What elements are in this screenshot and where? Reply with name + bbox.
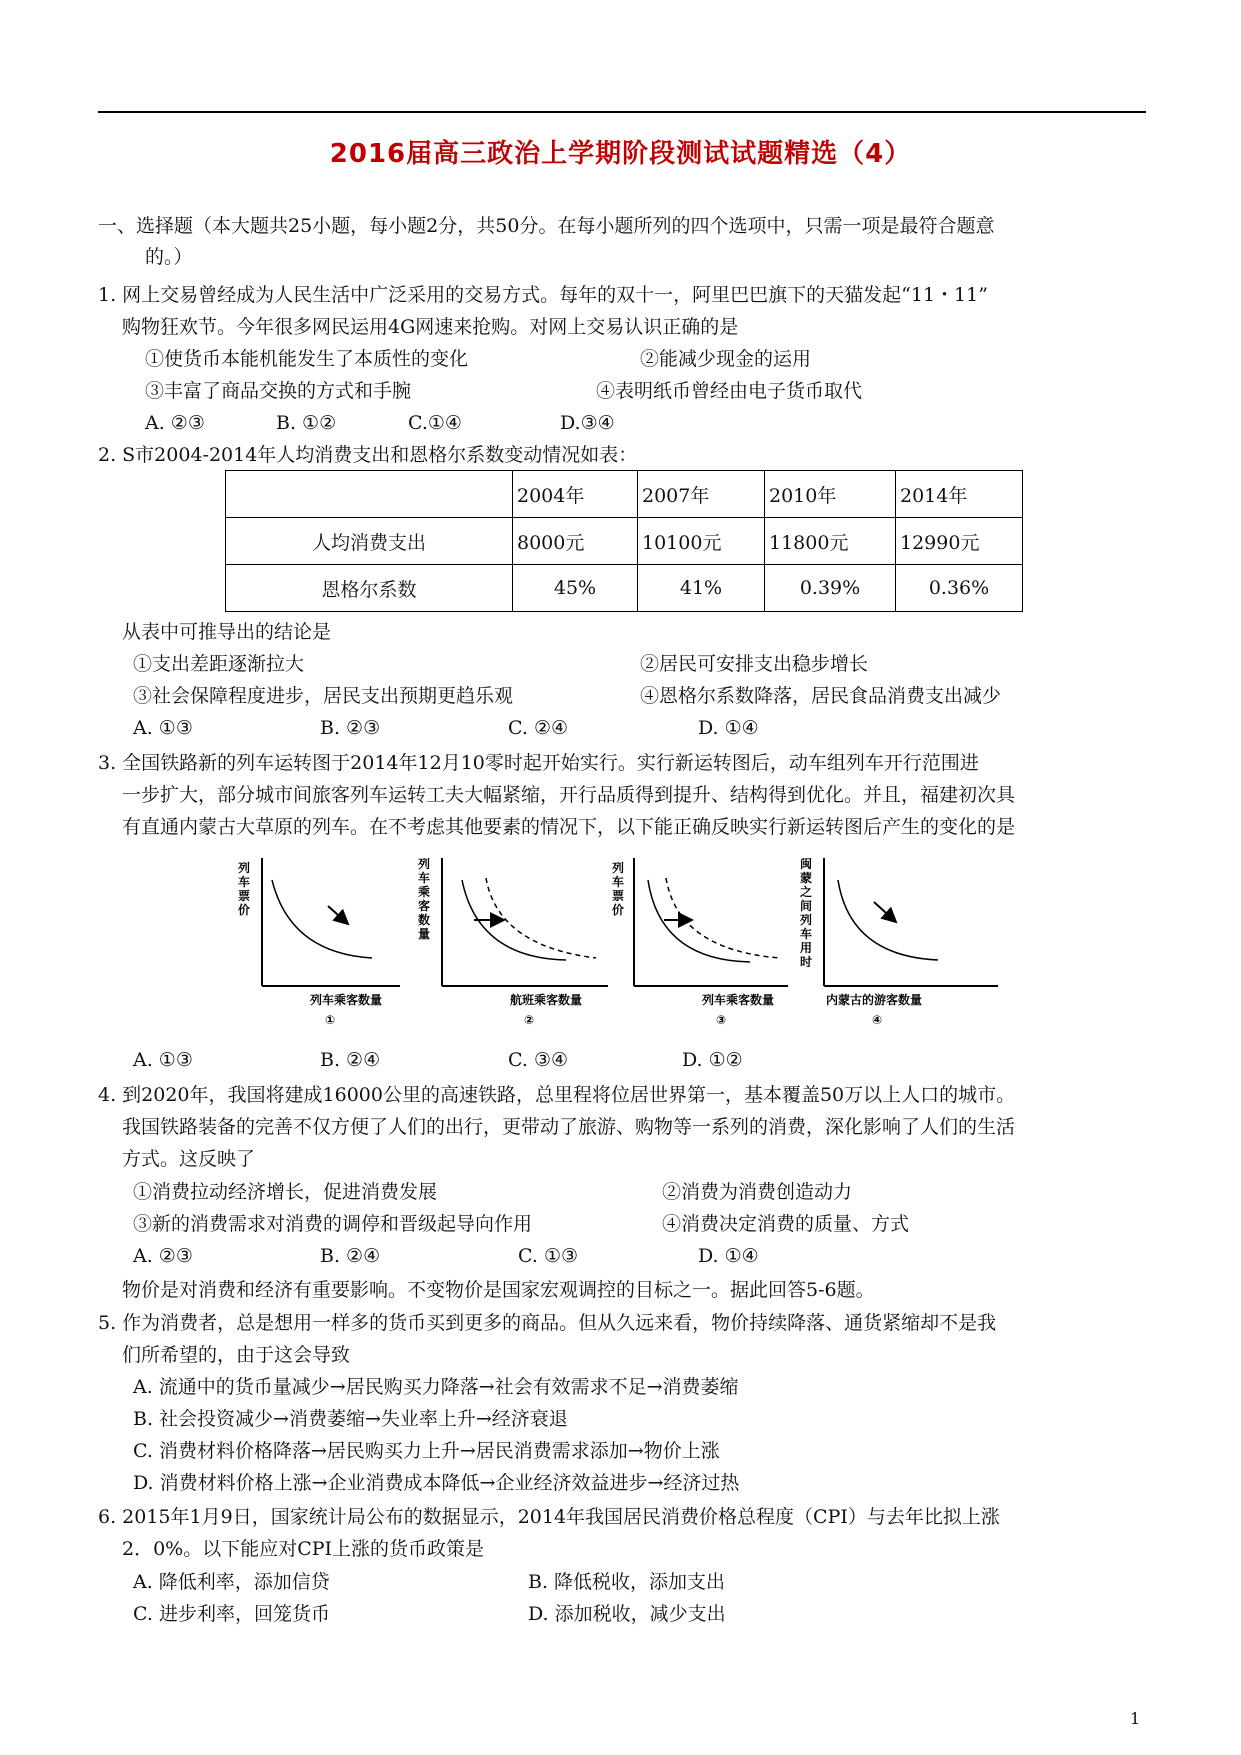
graph-4 [800,858,998,1027]
graph-2-y-label-char: 客 [418,899,431,913]
graph-2-y-label-char: 列 [418,858,431,871]
graph-1 [238,858,400,1027]
graph-4-y-label-char: 间 [800,899,813,913]
q5-option-d: D. 消费材料价格上涨→企业消费成本降低→企业经济效益进步→经济过热 [133,1472,740,1494]
q4-statement-1: ①消费拉动经济增长，促进消费发展 [133,1181,438,1203]
graph-2-y-label-char: 车 [418,871,431,885]
page-title: 2016届高三政治上学期阶段测试试题精选（4） [329,139,912,169]
q4-stem-line-3: 方式。这反映了 [122,1148,256,1170]
q6-stem-line-2: 2．0%。以下能应对CPI上涨的货币政策是 [122,1538,485,1560]
table-row-label: 人均消费支出 [226,518,513,565]
graph-1-y-label [238,860,250,917]
q6-option-a: A. 降低利率，添加信贷 [133,1571,330,1593]
graph-2-shifted-curve [486,878,596,958]
q5-option-a: A. 流通中的货币量减少→居民购买力降落→社会有效需求不足→消费萎缩 [133,1376,739,1398]
q1-option-d: D.③④ [560,412,615,434]
graph-1-number: ① [325,1013,336,1027]
graph-1-y-label-char: 列 [238,861,251,875]
table-cell: 0.39% [765,565,896,612]
q2-statement-2: ②居民可安排支出稳步增长 [640,653,869,675]
q3-stem-line-2: 一步扩大，部分城市间旅客列车运转工夫大幅紧缩，开行品质得到提升、结构得到优化。并且，福建初次具 [122,784,1016,806]
graph-2-y-label-char: 量 [418,927,431,941]
graph-4-x-label: 内蒙古的游客数量 [826,993,923,1007]
graph-4-y-label-char: 用 [800,941,813,955]
q2-option-d: D. ①④ [698,717,759,739]
table-cell: 41% [638,565,765,612]
q4-stem-line-2: 我国铁路装备的完善不仅方便了人们的出行，更带动了旅游、购物等一系列的消费，深化影响了人们的生活 [122,1116,1016,1138]
graph-3-shifted-curve [666,878,780,958]
graph-3-number: ③ [716,1013,727,1027]
table-row-label: 恩格尔系数 [226,565,513,612]
graph-3-x-label: 列车乘客数量 [702,993,775,1007]
graph-4-y-label-char: 时 [800,955,813,969]
q5-stem-line-1: 5. 作为消费者，总是想用一样多的货币买到更多的商品。但从久远来看，物价持续降落、通货紧缩却不是我 [98,1312,997,1334]
table-cell: 0.36% [896,565,1023,612]
graph-4-y-label-char: 车 [800,927,813,941]
q1-statement-2: ②能减少现金的运用 [640,348,812,370]
q1-option-c: C.①④ [408,412,462,434]
q3-option-d: D. ①② [682,1049,743,1071]
graph-4-y-label [800,858,812,969]
graph-4-y-label-char: 闽 [800,858,813,871]
graph-2-number: ② [524,1013,535,1027]
graph-1-y-label-char: 车 [238,875,251,889]
graph-3-y-label-char: 价 [612,903,625,917]
graph-3-original-curve [648,880,750,962]
consumption-table [225,470,1023,612]
q2-statement-1: ①支出差距逐渐拉大 [133,653,305,675]
table-header-row [226,471,1023,518]
q4-option-a: A. ②③ [133,1245,193,1267]
q1-statement-4: ④表明纸币曾经由电子货币取代 [596,380,863,402]
graph-2-y-label [418,858,430,941]
graph-1-demand-curve [272,880,372,958]
graph-4-y-label-char: 蒙 [800,871,813,885]
q2-option-a: A. ①③ [133,717,193,739]
q2-stem-line-1: 2. S市2004-2014年人均消费支出和恩格尔系数变动情况如表： [98,444,638,466]
section-line-1: 一、选择题（本大题共25小题，每小题2分，共50分。在每小题所列的四个选项中，只需一项是最符合题意 [98,215,995,237]
q4-statement-3: ③新的消费需求对消费的调停和晋级起导向作用 [133,1213,533,1235]
graph-1-shift-arrow [328,906,348,924]
q6-option-d: D. 添加税收，减少支出 [528,1603,726,1625]
q3-option-c: C. ③④ [508,1049,569,1071]
table-cell: 10100元 [638,518,765,565]
q3-option-a: A. ①③ [133,1049,193,1071]
q5-option-b: B. 社会投资减少→消费萎缩→失业率上升→经济衰退 [133,1408,568,1430]
q5-option-c: C. 消费材料价格降落→居民购买力上升→居民消费需求添加→物价上涨 [133,1440,720,1462]
q4-statement-2: ②消费为消费创造动力 [662,1181,853,1203]
graph-1-y-label-char: 票 [238,889,251,903]
q6-stem-line-1: 6. 2015年1月9日，国家统计局公布的数据显示，2014年我国居民消费价格总程度（CPI）与去年比拟上涨 [98,1506,1000,1528]
q1-stem-line-1: 1. 网上交易曾经成为人民生活中广泛采用的交易方式。每年的双十一，阿里巴巴旗下的天猫发起“11・11” [98,284,988,306]
q1-statement-1: ①使货币本能机能发生了本质性的变化 [145,348,469,370]
graph-4-shift-arrow [874,902,896,922]
graph-4-y-label-char: 之 [800,885,813,899]
q2-statement-3: ③社会保障程度进步，居民支出预期更趋乐观 [133,685,514,707]
graph-2-y-label-char: 乘 [418,885,431,899]
q3-graphs [230,858,1030,1028]
page-number: 1 [1130,1709,1141,1728]
section-line-2: 的。） [145,246,193,268]
graph-4-y-label-char: 列 [800,913,813,927]
table-header-cell: 2004年 [513,471,638,518]
table-row [226,518,1023,565]
q3-stem-line-1: 3. 全国铁路新的列车运转图于2014年12月10零时起开始实行。实行新运转图后，动车组列车开行范围进 [98,752,979,774]
q4-option-b: B. ②④ [320,1245,381,1267]
graph-3 [612,858,788,1027]
graph-1-x-label: 列车乘客数量 [310,993,383,1007]
q2-option-b: B. ②③ [320,717,381,739]
graph-4-curve [838,880,938,960]
graph-3-y-label [612,860,624,917]
top-rule [98,111,1146,113]
graph-2-x-label: 航班乘客数量 [510,993,583,1007]
q4-stem-line-1: 4. 到2020年，我国将建成16000公里的高速铁路，总里程将位居世界第一，基本覆盖50万以上人口的城市。 [98,1084,1016,1106]
table-cell: 12990元 [896,518,1023,565]
q5-6-intro: 物价是对消费和经济有重要影响。不变物价是国家宏观调控的目标之一。据此回答5-6题。 [122,1279,875,1301]
q3-stem-line-3: 有直通内蒙古大草原的列车。在不考虑其他要素的情况下，以下能正确反映实行新运转图后产生的变化的是 [122,816,1016,838]
graph-3-y-label-char: 车 [612,875,625,889]
q2-option-c: C. ②④ [508,717,569,739]
graph-3-y-label-char: 列 [612,861,625,875]
table-header-cell: 2014年 [896,471,1023,518]
q4-option-d: D. ①④ [698,1245,759,1267]
q1-stem-line-2: 购物狂欢节。今年很多网民运用4G网速来抢购。对网上交易认识正确的是 [122,316,739,338]
table-header-cell: 2010年 [765,471,896,518]
q6-option-c: C. 进步利率，回笼货币 [133,1603,330,1625]
q6-option-b: B. 降低税收，添加支出 [528,1571,726,1593]
q4-statement-4: ④消费决定消费的质量、方式 [662,1213,910,1235]
graph-2-y-label-char: 数 [418,913,431,927]
q2-statement-4: ④恩格尔系数降落，居民食品消费支出减少 [640,685,1002,707]
graph-3-y-label-char: 票 [612,889,625,903]
q5-stem-line-2: 们所希望的，由于这会导致 [122,1344,351,1366]
q1-statement-3: ③丰富了商品交换的方式和手腕 [145,380,412,402]
table-cell: 45% [513,565,638,612]
graph-4-number: ④ [872,1013,883,1027]
table-cell: 8000元 [513,518,638,565]
q2-lead: 从表中可推导出的结论是 [122,621,332,643]
table-header-cell [226,471,513,518]
q3-option-b: B. ②④ [320,1049,381,1071]
graph-2 [418,858,608,1027]
table-row [226,565,1023,612]
table-header-cell: 2007年 [638,471,765,518]
q1-option-a: A. ②③ [145,412,205,434]
q4-option-c: C. ①③ [518,1245,579,1267]
graph-1-y-label-char: 价 [238,903,251,917]
table-cell: 11800元 [765,518,896,565]
q1-option-b: B. ①② [276,412,337,434]
